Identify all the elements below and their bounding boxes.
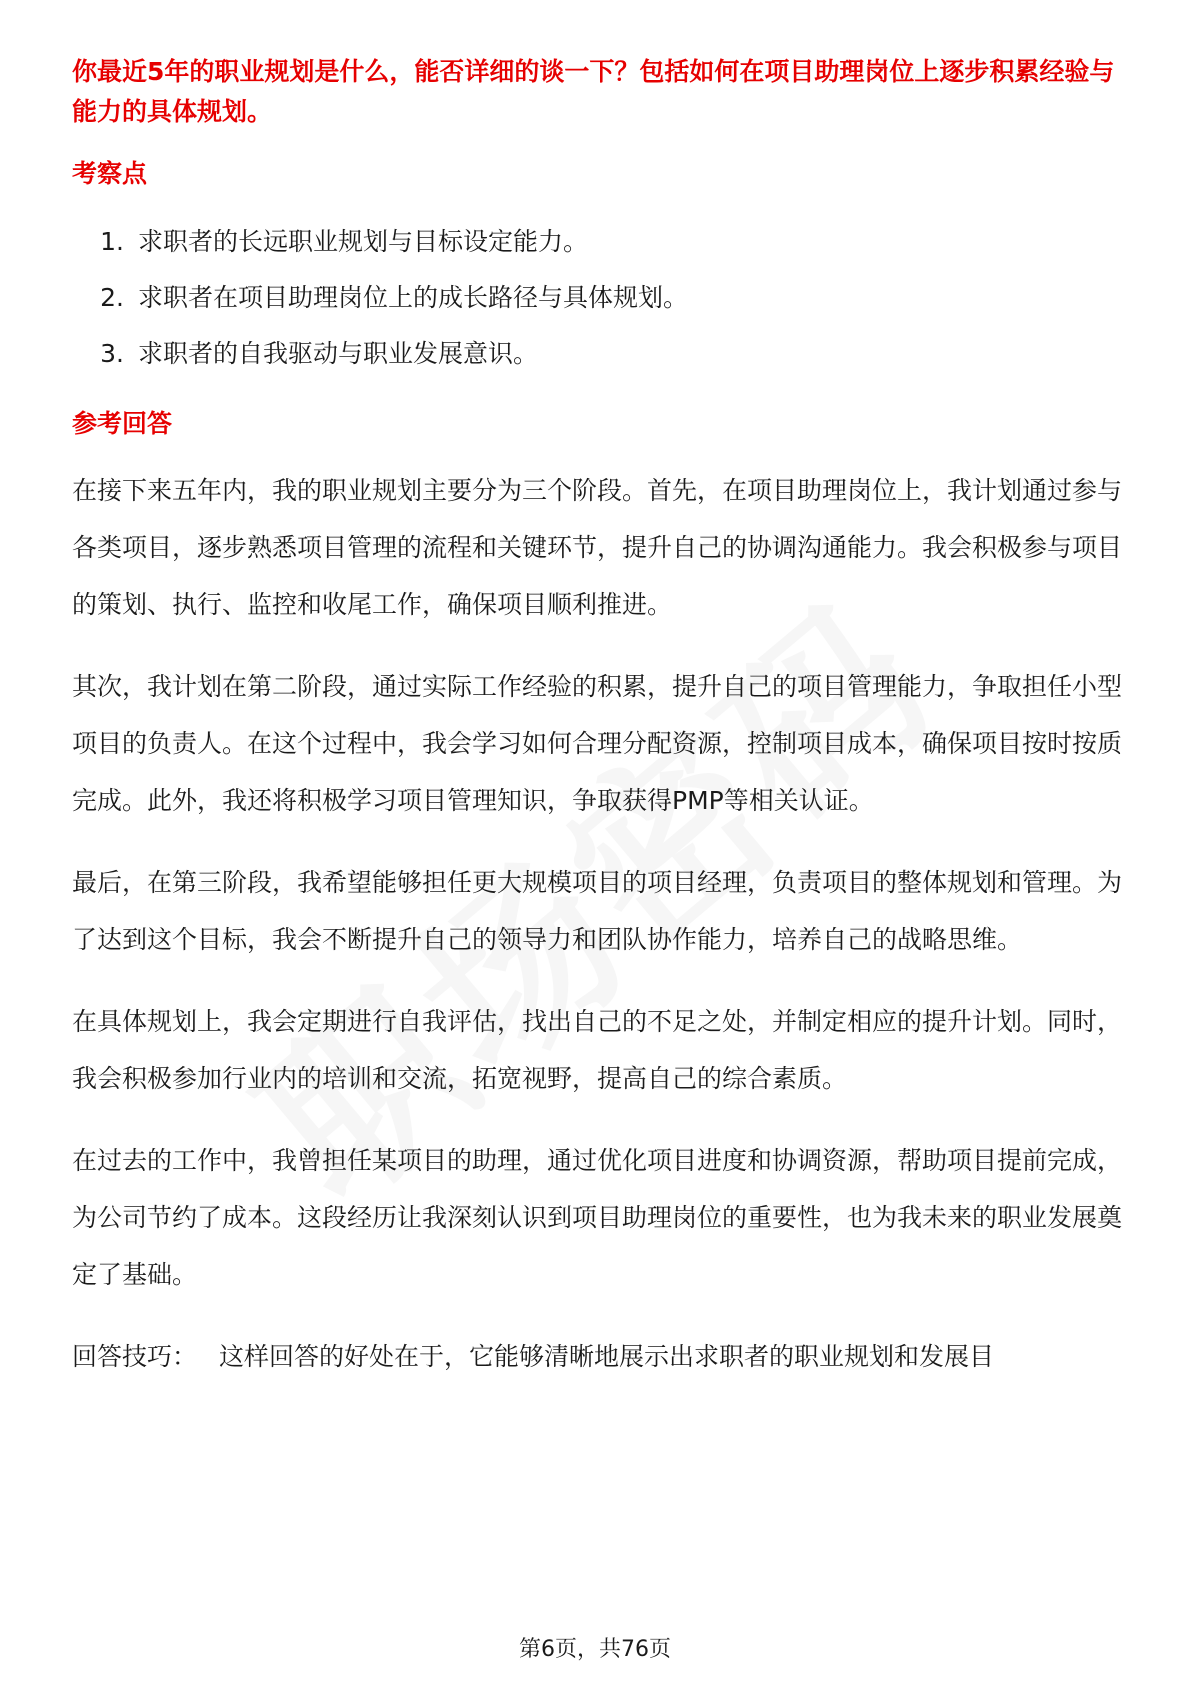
list-number: 2. [100, 283, 124, 312]
answer-tip [72, 1328, 1132, 1385]
document-page [72, 52, 1132, 1385]
answer-paragraph: 在过去的工作中，我曾担任某项目的助理，通过优化项目进度和协调资源，帮助项目提前完成，为公司节约了成本。这段经历让我深刻认识到项目助理岗位的重要性，也为我未来的职业发展奠定了基础。 [72, 1146, 1123, 1289]
tip-label: 回答技巧： [72, 1342, 198, 1371]
page-footer: 第6页，共76页 [519, 1637, 671, 1662]
question-title: 你最近5年的职业规划是什么，能否详细的谈一下？包括如何在项目助理岗位上逐步积累经验与能力的具体规划。 [72, 57, 1115, 126]
list-item [72, 326, 1132, 382]
list-item [72, 270, 1132, 326]
list-item-text: 求职者的长远职业规划与目标设定能力。 [138, 227, 589, 256]
answer-paragraph: 在接下来五年内，我的职业规划主要分为三个阶段。首先，在项目助理岗位上，我计划通过参与各类项目，逐步熟悉项目管理的流程和关键环节，提升自己的协调沟通能力。我会积极参与项目的策划、执行、监控和收尾工作，确保项目顺利推进。 [72, 476, 1123, 619]
focus-points-list [72, 214, 1132, 382]
list-number: 1. [100, 227, 124, 256]
list-item-text: 求职者的自我驱动与职业发展意识。 [138, 339, 539, 368]
list-item [72, 214, 1132, 270]
answer-paragraph: 在具体规划上，我会定期进行自我评估，找出自己的不足之处，并制定相应的提升计划。同时，我会积极参加行业内的培训和交流，拓宽视野，提高自己的综合素质。 [72, 1007, 1123, 1093]
answer-paragraph: 最后，在第三阶段，我希望能够担任更大规模项目的项目经理，负责项目的整体规划和管理。为了达到这个目标，我会不断提升自己的领导力和团队协作能力，培养自己的战略思维。 [72, 868, 1123, 954]
answer-heading: 参考回答 [72, 409, 173, 438]
list-number: 3. [100, 339, 124, 368]
list-item-text: 求职者在项目助理岗位上的成长路径与具体规划。 [138, 283, 689, 312]
focus-heading: 考察点 [72, 159, 148, 188]
tip-text: 这样回答的好处在于，它能够清晰地展示出求职者的职业规划和发展目 [219, 1342, 995, 1371]
answer-body [72, 462, 1132, 1303]
answer-paragraph: 其次，我计划在第二阶段，通过实际工作经验的积累，提升自己的项目管理能力，争取担任小型项目的负责人。在这个过程中，我会学习如何合理分配资源，控制项目成本，确保项目按时按质完成。此外，我还将积极学习项目管理知识，争取获得PMP等相关认证。 [72, 672, 1123, 815]
